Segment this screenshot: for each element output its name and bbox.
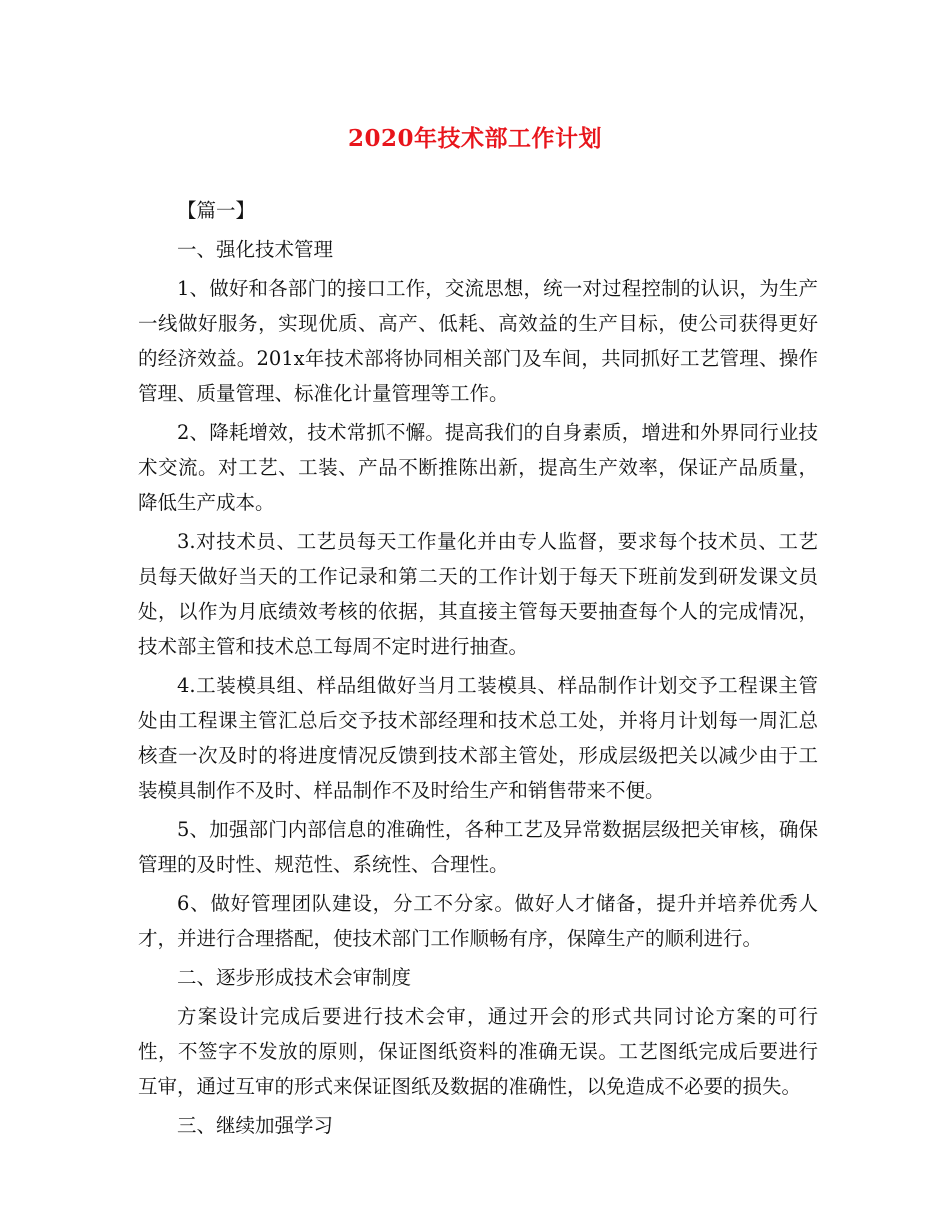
paragraph: 5、加强部门内部信息的准确性，各种工艺及异常数据层级把关审核，确保管理的及时性、规范性、系统性、合理性。 bbox=[138, 818, 818, 876]
document-body bbox=[138, 193, 818, 1143]
section-label: 【篇一】 bbox=[177, 199, 256, 222]
paragraph: 3.对技术员、工艺员每天工作量化并由专人监督，要求每个技术员、工艺员每天做好当天的工作记录和第二天的工作计划于每天下班前发到研发课文员处，以作为月底绩效考核的依据，其直接主管每天要抽查每个人的完成情况，技术部主管和技术总工每周不定时进行抽查。 bbox=[138, 530, 818, 658]
paragraph: 方案设计完成后要进行技术会审，通过开会的形式共同讨论方案的可行性，不签字不发放的原则，保证图纸资料的准确无误。工艺图纸完成后要进行互审，通过互审的形式来保证图纸及数据的准确性，以免造成不必要的损失。 bbox=[138, 1005, 818, 1098]
paragraph: 6、做好管理团队建设，分工不分家。做好人才储备，提升并培养优秀人才，并进行合理搭配，使技术部门工作顺畅有序，保障生产的顺利进行。 bbox=[138, 892, 818, 950]
paragraph: 4.工装模具组、样品组做好当月工装模具、样品制作计划交予工程课主管处由工程课主管汇总后交予技术部经理和技术总工处，并将月计划每一周汇总核查一次及时的将进度情况反馈到技术部主管处，形成层级把关以减少由于工装模具制作不及时、样品制作不及时给生产和销售带来不便。 bbox=[138, 674, 818, 802]
paragraph: 2、降耗增效，技术常抓不懈。提高我们的自身素质，增进和外界同行业技术交流。对工艺、工装、产品不断推陈出新，提高生产效率，保证产品质量，降低生产成本。 bbox=[138, 421, 818, 514]
paragraph: 1、做好和各部门的接口工作，交流思想，统一对过程控制的认识，为生产一线做好服务，实现优质、高产、低耗、高效益的生产目标，使公司获得更好的经济效益。201x年技术部将协同相关部门及车间，共同抓好工艺管理、操作管理、质量管理、标准化计量管理等工作。 bbox=[138, 277, 818, 405]
section-heading: 一、强化技术管理 bbox=[177, 238, 334, 261]
section-heading: 三、继续加强学习 bbox=[177, 1114, 334, 1137]
document-title: 2020年技术部工作计划 bbox=[347, 125, 602, 152]
section-heading: 二、逐步形成技术会审制度 bbox=[177, 966, 412, 989]
